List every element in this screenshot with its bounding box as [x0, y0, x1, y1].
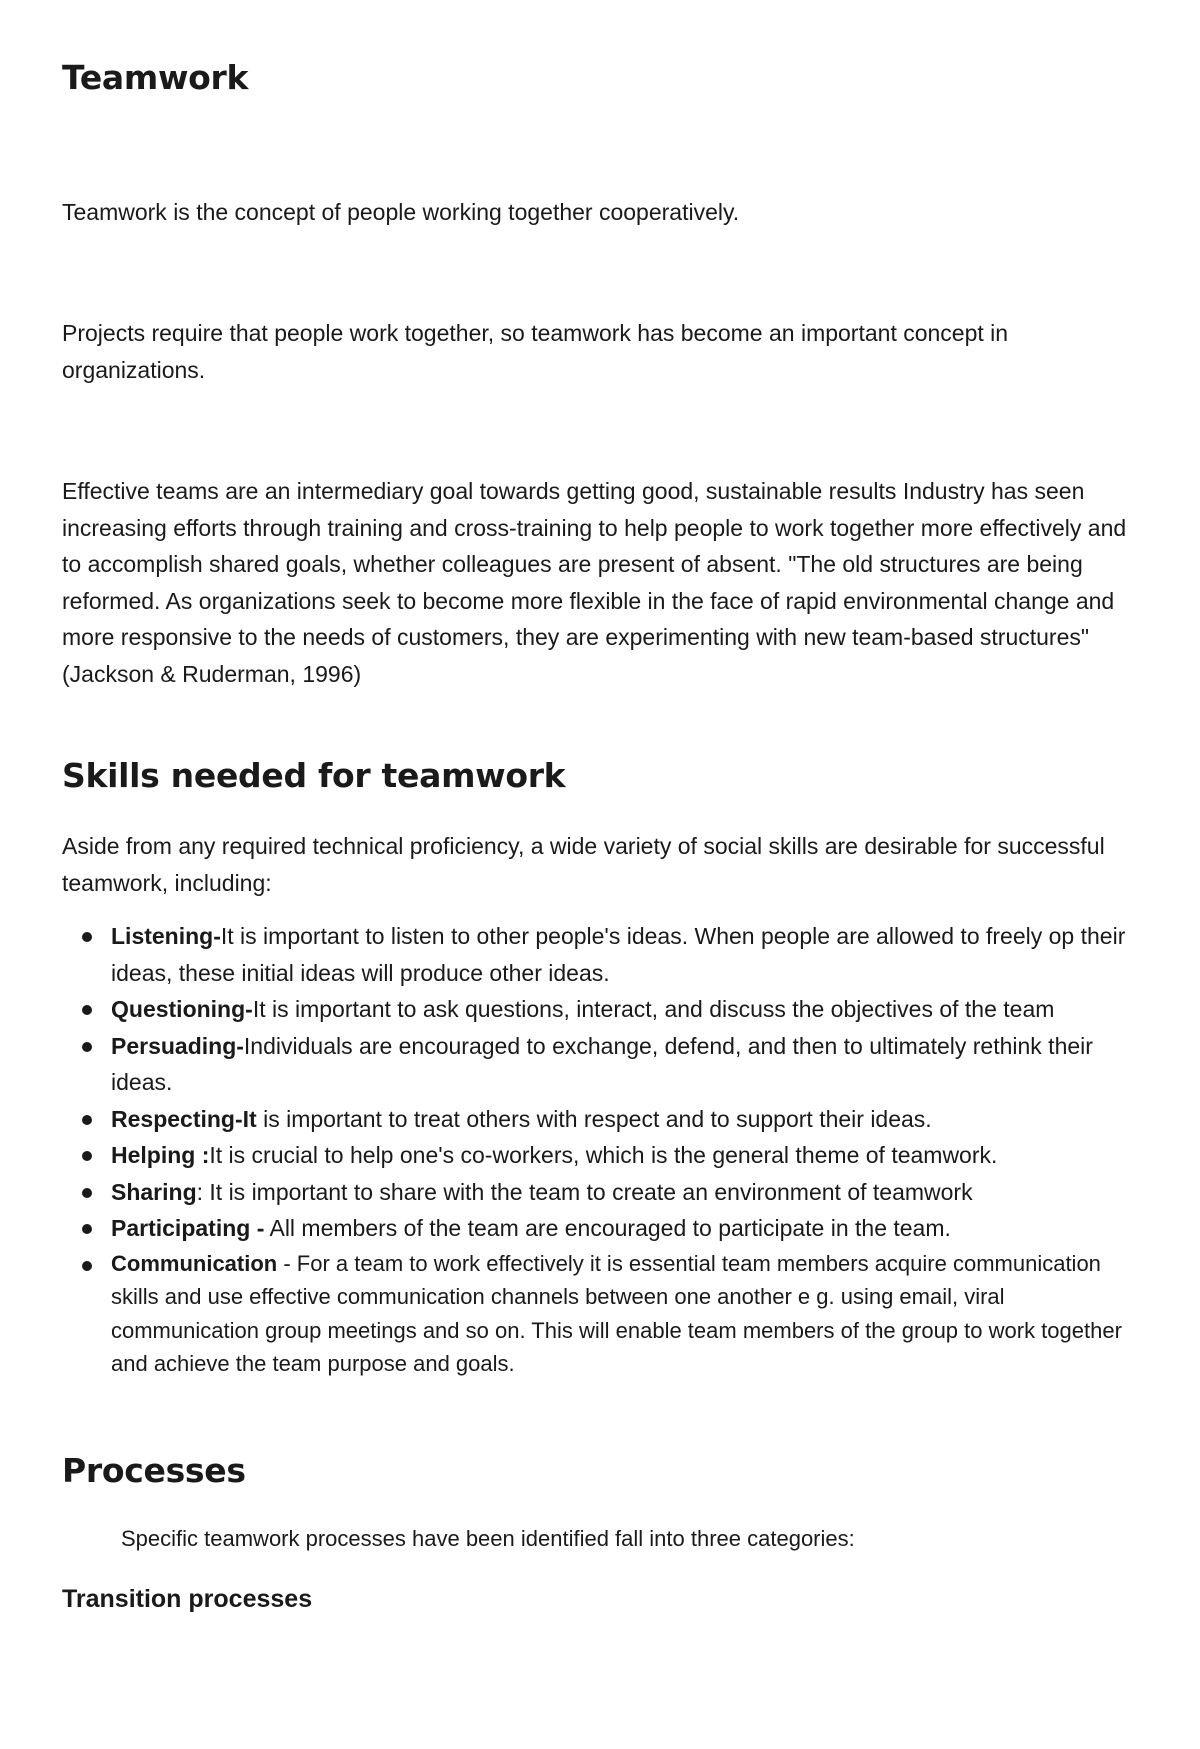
list-item [62, 1247, 1147, 1381]
list-item [62, 1174, 1147, 1211]
list-item [62, 991, 1147, 1028]
skill-term: Communication [111, 1250, 278, 1276]
page-title: Teamwork [62, 58, 249, 97]
list-item [62, 1101, 1147, 1138]
bullet-icon [82, 1115, 92, 1125]
intro-paragraph-1: Teamwork is the concept of people working together cooperatively. [62, 199, 740, 225]
bullet-icon [82, 1188, 92, 1198]
skill-term: Listening- [111, 923, 221, 949]
list-item [62, 1137, 1147, 1174]
skills-list [62, 918, 1147, 1381]
skills-heading: Skills needed for teamwork [62, 756, 566, 795]
list-item [62, 1210, 1147, 1247]
skill-term: Respecting-It [111, 1105, 257, 1132]
bullet-icon [82, 1151, 92, 1161]
processes-intro: Specific teamwork processes have been identified fall into three categories: [121, 1526, 855, 1551]
skill-text: It is crucial to help one's co-workers, which is the general theme of teamwork. [209, 1142, 998, 1168]
list-item [62, 1028, 1147, 1101]
transition-processes-heading: Transition processes [62, 1585, 313, 1613]
skill-text: It is important to listen to other people's ideas. When people are allowed to freely op their ideas, these initial ideas will produce other ideas. [111, 923, 1126, 986]
skill-term: Helping : [111, 1142, 210, 1168]
list-item [62, 918, 1147, 991]
skill-term: Sharing [111, 1178, 197, 1205]
intro-paragraph-3: Effective teams are an intermediary goal towards getting good, sustainable results Industry has seen increasing efforts through training and cross-training to help people to work together more effectively and to accomplish shared goals, whether colleagues are present of absent. "The old structures are being reformed. As organizations seek to become more flexible in the face of rapid environmental change and more responsive to the needs of customers, they are experimenting with new team-based structures" (Jackson & Ruderman, 1996) [62, 478, 1127, 687]
processes-heading: Processes [62, 1451, 246, 1490]
skill-text: Individuals are encouraged to exchange, defend, and then to ultimately rethink their ideas. [111, 1032, 1093, 1095]
skill-text: It is important to ask questions, interact, and discuss the objectives of the team [252, 996, 1055, 1022]
skill-term: Persuading- [111, 1032, 244, 1059]
bullet-icon [82, 1042, 92, 1052]
bullet-icon [82, 1224, 92, 1234]
skill-text: is important to treat others with respect and to support their ideas. [256, 1105, 932, 1132]
skill-text: - For a team to work effectively it is essential team members acquire communication skills and use effective communication channels between one another e g. using email, viral communication group meetings and so on. This will enable team members of the group to work together and achieve the team purpose and goals. [111, 1250, 1122, 1376]
skill-text: : It is important to share with the team to create an environment of teamwork [196, 1178, 973, 1205]
bullet-icon [82, 932, 92, 942]
skills-intro: Aside from any required technical proficiency, a wide variety of social skills are desirable for successful teamwork, including: [62, 833, 1105, 896]
skill-term: Participating - [111, 1215, 265, 1241]
intro-paragraph-2: Projects require that people work together, so teamwork has become an important concept in organizations. [62, 320, 1009, 383]
skill-term: Questioning- [111, 996, 253, 1022]
bullet-icon [82, 1005, 92, 1015]
bullet-icon [82, 1261, 92, 1271]
skill-text: All members of the team are encouraged to participate in the team. [264, 1215, 951, 1241]
